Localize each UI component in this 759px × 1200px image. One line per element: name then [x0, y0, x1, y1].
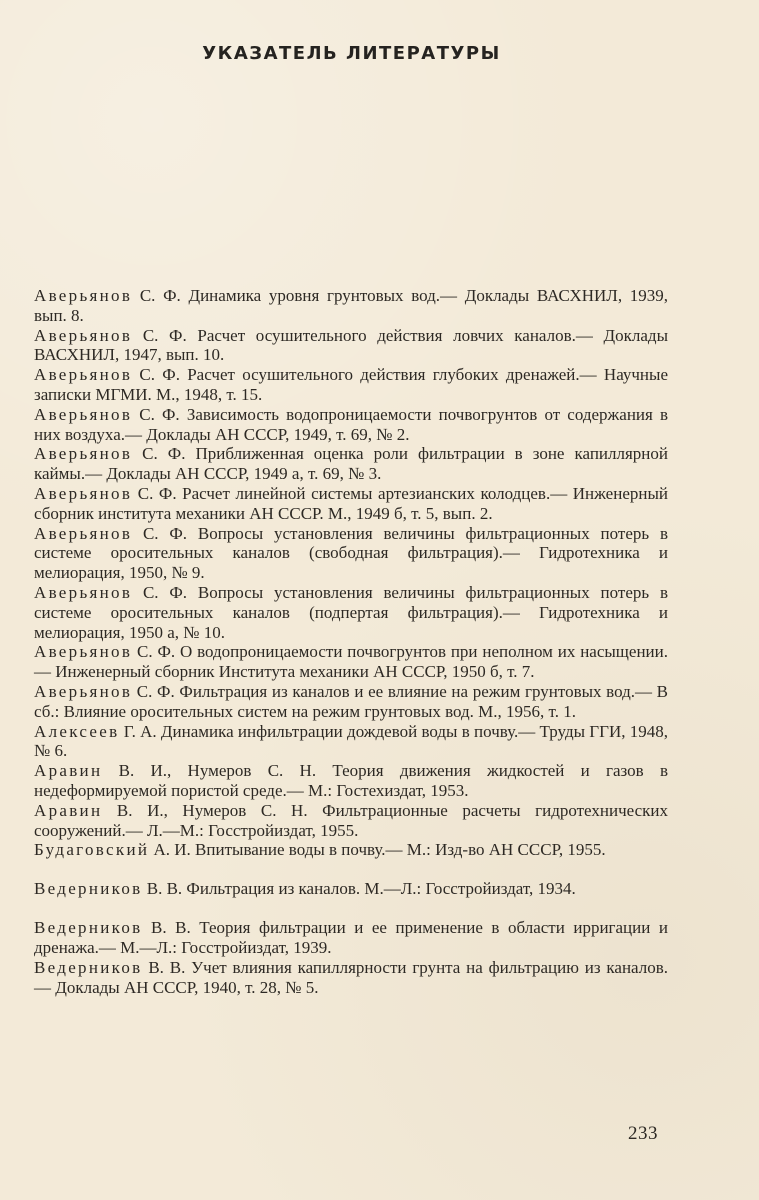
reference-text: С. Ф. Приближенная оценка роли фильтрации в зоне капиллярной каймы.— Доклады АН СССР, 1949 а, т. 69, № 3. — [34, 444, 668, 484]
reference-entry — [34, 524, 668, 583]
reference-text: С. Ф. Расчет линейной системы артезианских колодцев.— Инженерный сборник института механики АН СССР. М., 1949 б, т. 5, вып. 2. — [34, 483, 668, 523]
reference-text: С. Ф. Вопросы установления величины фильтрационных потерь в системе оросительных каналов (подпертая фильтрация).— Гидротехника и мелиорация, 1950 а, № 10. — [34, 582, 668, 642]
references-list — [34, 286, 668, 998]
reference-entry — [34, 840, 668, 879]
reference-entry — [34, 286, 668, 326]
reference-entry — [34, 918, 668, 958]
reference-author: Ведерников — [34, 879, 143, 899]
page-number: 233 — [628, 1123, 658, 1144]
reference-entry — [34, 958, 668, 998]
reference-author: Алексеев — [34, 721, 120, 741]
reference-entry — [34, 761, 668, 801]
reference-author: Аверьянов — [34, 582, 133, 602]
reference-text: С. Ф. Зависимость водопроницаемости почвогрунтов от содержания в них воздуха.— Доклады АН СССР, 1949, т. 69, № 2. — [34, 404, 668, 444]
reference-text: В. В. Теория фильтрации и ее применение в области ирригации и дренажа.— М.—Л.: Госстройиздат, 1939. — [34, 918, 668, 958]
reference-author: Ведерников — [34, 957, 143, 977]
reference-author: Ведерников — [34, 918, 143, 938]
reference-author: Аверьянов — [34, 523, 133, 543]
reference-text: С. Ф. Расчет осушительного действия ловчих каналов.— Доклады ВАСХНИЛ, 1947, вып. 10. — [34, 325, 668, 365]
reference-entry — [34, 682, 668, 722]
reference-text: С. Ф. Динамика уровня грунтовых вод.— Доклады ВАСХНИЛ, 1939, вып. 8. — [34, 286, 668, 325]
reference-entry — [34, 365, 668, 405]
reference-author: Аверьянов — [34, 404, 133, 424]
reference-entry — [34, 484, 668, 524]
reference-author: Аверьянов — [34, 642, 133, 662]
reference-author: Аравин — [34, 800, 103, 820]
reference-text: В. В. Фильтрация из каналов. М.—Л.: Госстройиздат, 1934. — [142, 879, 576, 899]
reference-entry — [34, 405, 668, 445]
reference-entry — [34, 801, 668, 841]
reference-text: В. И., Нумеров С. Н. Фильтрационные расчеты гидротехнических сооружений.— Л.—М.: Госстройиздат, 1955. — [34, 800, 668, 840]
reference-author: Аверьянов — [34, 325, 133, 345]
reference-text: С. Ф. Фильтрация из каналов и ее влияние на режим грунтовых вод.— В сб.: Влияние оросительных систем на режим грунтовых вод. М., 1956, т. 1. — [34, 681, 668, 721]
page-title: УКАЗАТЕЛЬ ЛИТЕРАТУРЫ — [202, 43, 501, 64]
reference-text: В. И., Нумеров С. Н. Теория движения жидкостей и газов в недеформируемой пористой среде.— М.: Гостехиздат, 1953. — [34, 761, 668, 800]
reference-text: С. Ф. Вопросы установления величины фильтрационных потерь в системе оросительных каналов (свободная фильтрация).— Гидротехника и мелиорация, 1950, № 9. — [34, 523, 668, 583]
reference-entry — [34, 583, 668, 642]
reference-entry — [34, 444, 668, 484]
reference-text: С. Ф. О водопроницаемости почвогрунтов при неполном их насыщении.— Инженерный сборник Института механики АН СССР, 1950 б, т. 7. — [34, 642, 668, 682]
reference-author: Аверьянов — [34, 681, 133, 701]
reference-entry — [34, 879, 668, 918]
reference-author: Аверьянов — [34, 286, 133, 305]
reference-author: Аравин — [34, 761, 103, 781]
reference-text: А. И. Впитывание воды в почву.— М.: Изд-во АН СССР, 1955. — [149, 840, 606, 860]
reference-author: Аверьянов — [34, 365, 133, 385]
reference-entry — [34, 642, 668, 682]
reference-entry — [34, 326, 668, 366]
reference-author: Аверьянов — [34, 483, 133, 503]
reference-author: Будаговский — [34, 840, 150, 860]
reference-text: Г. А. Динамика инфильтрации дождевой воды в почву.— Труды ГГИ, 1948, № 6. — [34, 721, 668, 761]
reference-author: Аверьянов — [34, 444, 133, 464]
reference-text: В. В. Учет влияния капиллярности грунта на фильтрацию из каналов.— Доклады АН СССР, 1940, т. 28, № 5. — [34, 957, 668, 997]
reference-text: С. Ф. Расчет осушительного действия глубоких дренажей.— Научные записки МГМИ. М., 1948, т. 15. — [34, 365, 668, 404]
reference-entry — [34, 722, 668, 762]
